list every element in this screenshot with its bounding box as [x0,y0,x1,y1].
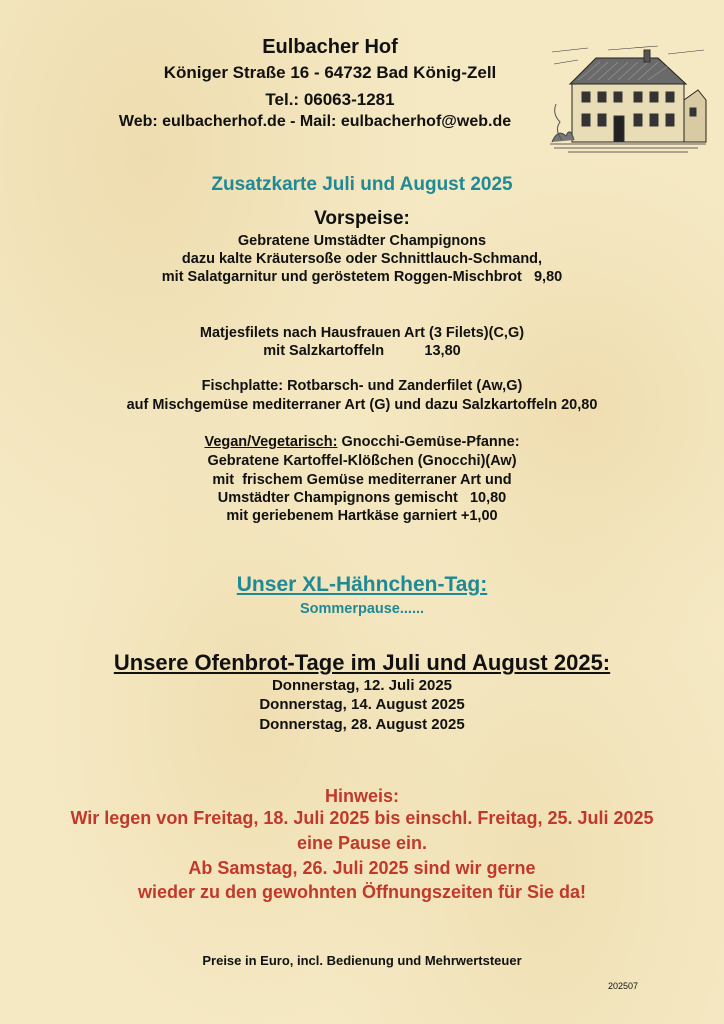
vegan-label: Vegan/Vegetarisch: [204,434,338,450]
xl-chicken-day-title: Unser XL-Hähnchen-Tag: [236,573,488,596]
notice-line: eine Pause ein. [296,833,428,853]
vegan-heading [0,434,724,450]
oven-bread-date: Donnerstag, 14. August 2025 [259,696,465,713]
notice-title: Hinweis: [324,786,399,806]
inn-building-sketch-icon [548,44,708,156]
vegan-line: mit geriebenem Hartkäse garniert +1,00 [226,508,498,524]
oven-bread-date: Donnerstag, 12. Juli 2025 [271,677,453,694]
matjes-line: mit Salzkartoffeln 13,80 [263,343,461,359]
starter-line: Gebratene Umstädter Champignons [237,233,487,249]
notice-line: wieder zu den gewohnten Öffnungszeiten für Sie da! [137,882,587,902]
fish-line: Fischplatte: Rotbarsch- und Zanderfilet (Aw,G) [201,378,523,394]
vegan-line: Gebratene Kartoffel-Klößchen (Gnocchi)(Aw) [207,453,517,469]
matjes-line: Matjesfilets nach Hausfrauen Art (3 Filets)(C,G) [199,325,525,341]
restaurant-name: Eulbacher Hof [262,36,398,58]
fish-line: auf Mischgemüse mediterraner Art (G) und dazu Salzkartoffeln 20,80 [126,397,598,413]
restaurant-address: Königer Straße 16 - 64732 Bad König-Zell [163,63,497,82]
price-note: Preise in Euro, incl. Bedienung und Mehrwertsteuer [202,953,522,968]
document-code: 202507 [608,981,639,991]
starter-line: dazu kalte Kräutersoße oder Schnittlauch-Schmand, [181,251,543,267]
restaurant-phone: Tel.: 06063-1281 [265,90,395,109]
xl-chicken-day-subtitle: Sommerpause...... [299,601,425,617]
restaurant-web-mail: Web: eulbacherhof.de - Mail: eulbacherhof@web.de [118,113,512,130]
starter-heading: Vorspeise: [314,208,410,229]
menu-title: Zusatzkarte Juli und August 2025 [211,174,513,195]
vegan-dish-name: Gnocchi-Gemüse-Pfanne: [337,434,520,450]
oven-bread-days-title: Unsere Ofenbrot-Tage im Juli und August 2025: [113,650,611,675]
starter-line: mit Salatgarnitur und geröstetem Roggen-Mischbrot 9,80 [161,269,563,285]
oven-bread-date: Donnerstag, 28. August 2025 [259,716,465,733]
vegan-line: Umstädter Champignons gemischt 10,80 [217,490,507,506]
notice-line: Wir legen von Freitag, 18. Juli 2025 bis einschl. Freitag, 25. Juli 2025 [70,808,654,828]
vegan-line: mit frischem Gemüse mediterraner Art und [212,472,512,488]
notice-line: Ab Samstag, 26. Juli 2025 sind wir gerne [188,858,536,878]
